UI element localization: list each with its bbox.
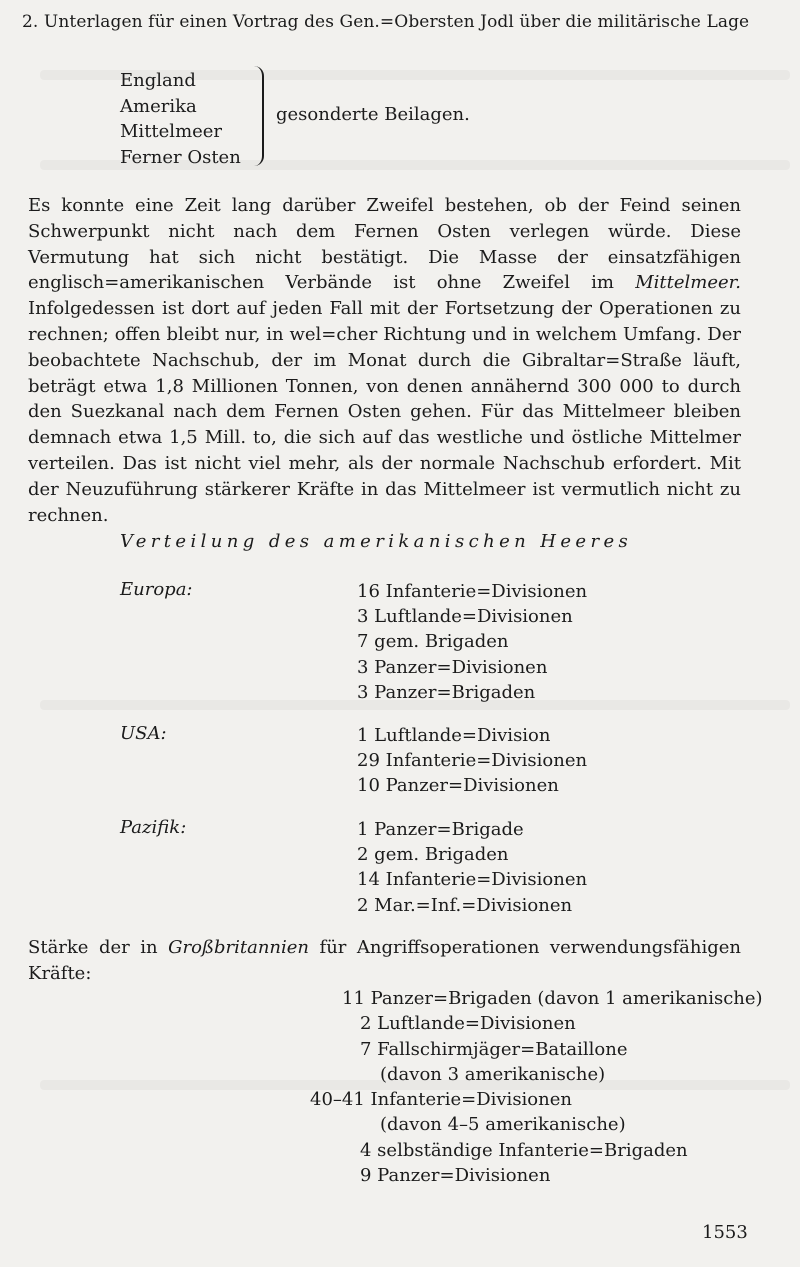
- army-region-europa: Europa:: [120, 579, 193, 600]
- unit-line: 16 Infanterie=Divisionen: [357, 581, 588, 602]
- region-item: Amerika: [120, 95, 197, 117]
- unit-line: 3 Luftlande=Divisionen: [357, 606, 573, 628]
- page-number: 1553: [702, 1222, 748, 1243]
- brace-icon: [248, 66, 264, 166]
- unit-line: 2 Mar.=Inf.=Divisionen: [357, 894, 573, 916]
- region-item: Mittelmeer: [120, 121, 223, 142]
- pazifik-unit-list: [357, 817, 587, 918]
- gb-forces-intro: [28, 935, 741, 986]
- region-item: England: [120, 70, 196, 91]
- paragraph-text: Es konnte eine Zeit lang darüber Zweifel bestehen, ob der Feind seinen Schwerpunkt nicht nach dem Fernen Osten verlegen würde. Diese Vermutung hat sich nicht bestätigt. Die Masse der einsatzfähigen englisch=amerikanischen Verbände ist ohne Zweifel im: [28, 195, 741, 294]
- unit-line: 2 gem. Brigaden: [357, 844, 509, 866]
- unit-line: 29 Infanterie=Divisionen: [357, 750, 588, 772]
- gb-line: 2 Luftlande=Divisionen: [360, 1013, 576, 1035]
- army-region-pazifik: Pazifik:: [120, 817, 187, 838]
- unit-line: 3 Panzer=Divisionen: [357, 656, 548, 678]
- region-note: gesonderte Beilagen.: [276, 104, 470, 125]
- army-distribution-title: Verteilung des amerikanischen Heeres: [120, 531, 633, 552]
- gb-line: 4 selbständige Infanterie=Brigaden: [360, 1139, 688, 1161]
- gb-line: 40–41 Infanterie=Divisionen: [310, 1089, 572, 1111]
- europa-unit-list: [357, 579, 587, 705]
- intro-text: Stärke der in: [28, 937, 169, 958]
- gb-forces-list: [310, 986, 763, 1188]
- region-item: Ferner Osten: [120, 146, 241, 168]
- unit-line: 1 Luftlande=Division: [357, 725, 551, 746]
- unit-line: 10 Panzer=Divisionen: [357, 775, 559, 797]
- unit-line: 1 Panzer=Brigade: [357, 819, 524, 840]
- gb-line-note: (davon 3 amerikanische): [380, 1063, 606, 1085]
- gb-line-note: (davon 4–5 amerikanische): [380, 1114, 626, 1136]
- usa-unit-list: [357, 723, 587, 799]
- gb-line: 9 Panzer=Divisionen: [360, 1165, 551, 1187]
- paragraph-emphasis: Mittelmeer.: [635, 272, 741, 294]
- unit-line: 14 Infanterie=Divisionen: [357, 869, 588, 891]
- gb-line: 11 Panzer=Brigaden (davon 1 amerikanische): [342, 988, 763, 1009]
- intro-text: für Angriffsoperationen verwendungsfähigen Kräfte:: [28, 937, 741, 984]
- army-region-usa: USA:: [120, 723, 167, 744]
- unit-line: 7 gem. Brigaden: [357, 631, 509, 653]
- page-heading: 2. Unterlagen für einen Vortrag des Gen.=Obersten Jodl über die militärische Lage: [22, 12, 750, 32]
- region-list: [120, 68, 241, 170]
- unit-line: 3 Panzer=Brigaden: [357, 681, 536, 703]
- paragraph-text: Infolgedessen ist dort auf jeden Fall mit der Fortsetzung der Operationen zu rechnen; offen bleibt nur, in wel=cher Richtung und in welchem Umfang. Der beobachtete Nachschub, der im Monat durch die Gibraltar=Straße läuft, beträgt etwa 1,8 Millionen Tonnen, von denen annähernd 300 000 to durch den Suezkanal nach dem Fernen Osten gehen. Für das Mittelmeer bleiben demnach etwa 1,5 Mill. to, die sich auf das westliche und östliche Mittelmer verteilen. Das ist nicht viel mehr, als der normale Nachschub erfordert. Mit der Neuzuführung stärkerer Kräfte in das Mittelmeer ist vermutlich nicht zu rechnen.: [28, 298, 741, 526]
- intro-emphasis: Großbritannien: [168, 937, 310, 958]
- situation-paragraph: [28, 193, 741, 528]
- gb-line: 7 Fallschirmjäger=Bataillone: [360, 1038, 628, 1060]
